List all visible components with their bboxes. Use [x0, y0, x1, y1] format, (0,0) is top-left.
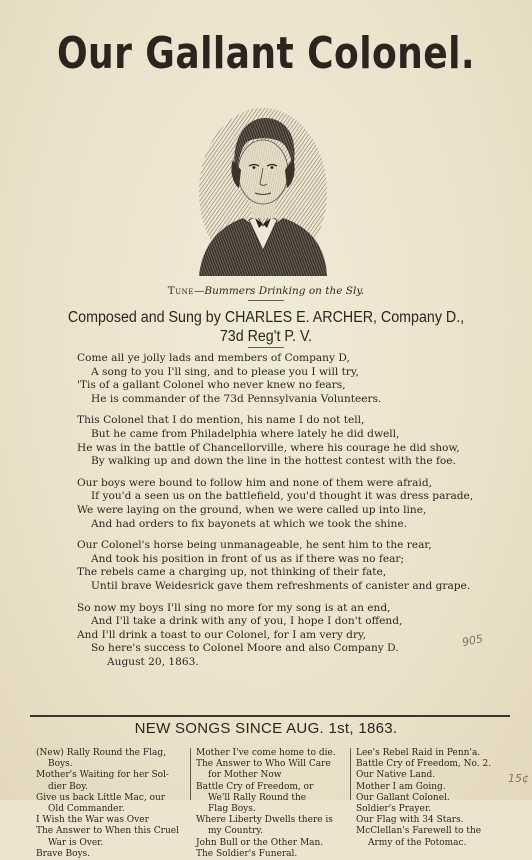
song-list-item: Brave Boys. [36, 848, 91, 859]
tune-name: Bummers Drinking on the Sly. [204, 285, 365, 297]
song-list-item: The Answer to Who Will Care [196, 759, 331, 770]
song-list-item: The Soldier's Funeral. [196, 848, 298, 859]
song-list-item: (New) Rally Round the Flag, [36, 748, 166, 758]
song-list-item: Battle Cry of Freedom, No. 2. [356, 759, 492, 770]
lyric-line: Come all ye jolly lads and members of Company D, [77, 352, 350, 364]
stanza [77, 352, 507, 406]
divider-rule [248, 347, 284, 348]
lyric-line: 'Tis of a gallant Colonel who never knew no fears, [77, 379, 346, 392]
lyric-line: He is commander of the 73d Pennsylvania Volunteers. [91, 392, 382, 405]
column-rule [190, 748, 191, 800]
song-list-item: Our Gallant Colonel. [356, 792, 450, 803]
song-list-item-continued: War is Over. [48, 837, 104, 848]
lyric-line: The rebels came a charging up, not thinking of their fate, [77, 566, 387, 579]
stanza [77, 414, 507, 468]
song-list-item: Mother I've come home to die. [196, 748, 336, 758]
lyric-line: And took his position in front of us as if there was no fear; [91, 552, 405, 565]
section-divider [30, 715, 510, 717]
lyric-line: A song to you I'll sing, and to please you I will try, [91, 365, 359, 378]
lyric-line: So here's success to Colonel Moore and also Company D. [91, 642, 399, 655]
tune-dash: — [193, 285, 205, 297]
lyric-line: So now my boys I'll sing no more for my song is at an end, [77, 601, 391, 614]
stanza [77, 477, 507, 531]
song-list-item-continued: Boys. [48, 759, 73, 770]
song-list-item: Mother's Waiting for her Sol- [36, 770, 169, 781]
lyric-line: Our Colonel's horse being unmanageable, he sent him to the rear, [77, 539, 432, 552]
lyric-line: And I'll take a drink with any of you, I hope I don't offend, [91, 615, 403, 628]
colonel-portrait [197, 100, 329, 276]
lyric-line: And I'll drink a toast to our Colonel, for I am very dry, [77, 628, 366, 641]
stanza [77, 602, 507, 670]
song-list-item-continued: for Mother Now [208, 770, 282, 781]
lyric-line: If you'd a seen us on the battlefield, you'd thought it was dress parade, [91, 490, 474, 503]
pencil-price: 15¢ [508, 772, 529, 785]
date-line: August 20, 1863. [107, 655, 199, 668]
song-list-column-3 [356, 748, 506, 849]
pencil-annotation: 905 [460, 631, 485, 650]
new-songs-heading: NEW SONGS SINCE AUG. 1st, 1863. [134, 720, 398, 737]
song-list-column-1 [36, 748, 186, 860]
divider-rule [248, 300, 284, 301]
lyric-line: Our boys were bound to follow him and none of them were afraid, [77, 476, 432, 489]
lyric-line: This Colonel that I do mention, his name I do not tell, [77, 414, 365, 427]
song-list-item: McClellan's Farewell to the [356, 826, 482, 837]
lyric-line: And had orders to fix bayonets at which we took the shine. [91, 517, 407, 530]
song-list-item-continued: We'll Rally Round the [208, 792, 307, 803]
song-list-item-continued: Flag Boys. [208, 804, 256, 815]
song-list-item: Give us back Little Mac, our [36, 792, 166, 803]
song-list-item: Lee's Rebel Raid in Penn'a. [356, 748, 481, 758]
lyric-line: Until brave Weidesrick gave them refreshments of canister and grape. [91, 579, 471, 592]
stanza [77, 539, 507, 593]
song-list-item: Our Native Land. [356, 770, 436, 781]
lyric-line: But he came from Philadelphia where lately he did dwell, [91, 427, 400, 440]
lyric-line: We were laying on the ground, when we were called up into line, [77, 503, 427, 516]
song-list-item: The Answer to When this Cruel [36, 826, 179, 837]
song-list-item: Where Liberty Dwells there is [196, 815, 333, 826]
composer-line-2: 73d Reg't P. V. [219, 328, 313, 345]
song-list-item: Mother I am Going. [356, 781, 446, 792]
tune-line [0, 285, 532, 297]
song-list-item: Our Flag with 34 Stars. [356, 815, 464, 826]
composer-line-1: Composed and Sung by CHARLES E. ARCHER, Company D., [67, 309, 465, 326]
song-list-item: Soldier's Prayer. [356, 804, 431, 815]
song-list-item: John Bull or the Other Man. [196, 837, 324, 848]
song-lyrics [77, 352, 507, 677]
song-list-item: Battle Cry of Freedom, or [196, 781, 314, 792]
song-list-item-continued: Old Commander. [48, 804, 125, 815]
song-list-item-continued: my Country. [208, 826, 264, 837]
composer-credit [21, 308, 510, 346]
song-list-item-continued: dier Boy. [48, 781, 88, 792]
song-list-item-continued: Army of the Potomac. [368, 837, 467, 848]
lyric-line: He was in the battle of Chancellorville, where his courage he did show, [77, 441, 460, 454]
tune-label: Tune [167, 285, 194, 297]
song-title: Our Gallant Colonel. [56, 28, 476, 79]
song-list-column-2 [196, 748, 346, 860]
column-rule [350, 748, 351, 800]
lyric-line: By walking up and down the line in the hottest contest with the foe. [91, 455, 456, 468]
song-list-item: I Wish the War was Over [36, 815, 149, 826]
